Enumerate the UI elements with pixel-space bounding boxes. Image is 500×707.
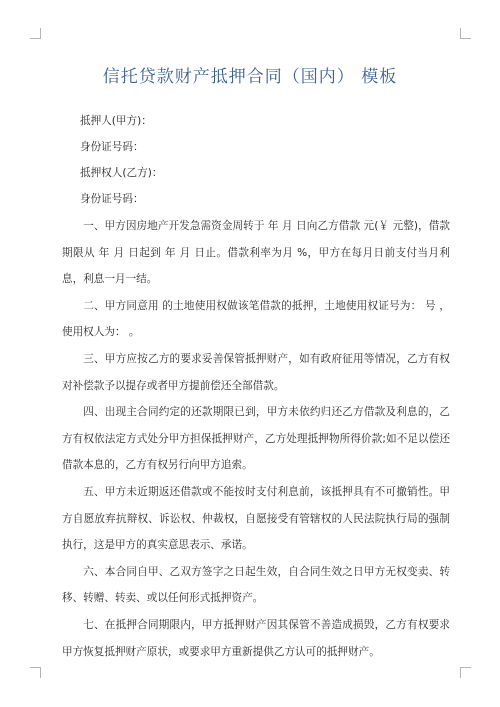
crop-mark-top-right <box>460 28 471 39</box>
crop-mark-top-left <box>30 28 41 39</box>
clause-1: 一、甲方因房地产开发急需资金周转于 年 月 日向乙方借款 元(￥ 元整)，借款期限从 年 月 日起到 年 月 日止。借款利率为月 %，甲方在每月日前支付当月利息，利息一月一结。 <box>62 220 450 286</box>
clause-3: 三、甲方应按乙方的要求妥善保管抵押财产，如有政府征用等情况，乙方有权对补偿款予以提存或者甲方提前偿还全部借款。 <box>62 352 450 392</box>
crop-mark-bottom-left <box>30 667 41 678</box>
mortgagee-field: 抵押权人(乙方)： <box>80 167 163 179</box>
clause-7: 七、在抵押合同期限内，甲方抵押财产因其保管不善造成损毁，乙方有权要求甲方恢复抵押财产原状，或要求甲方重新提供乙方认可的抵押财产。 <box>62 618 450 658</box>
clause-6: 六、本合同自甲、乙双方签字之日起生效，自合同生效之日甲方无权变卖、转移、转赠、转卖、或以任何形式抵押资产。 <box>62 565 450 605</box>
clause-2: 二、甲方同意用 的土地使用权做该笔借款的抵押，土地使用权证号为： 号 ，使用权人为： 。 <box>62 299 450 339</box>
mortgagor-field: 抵押人(甲方)： <box>80 115 152 127</box>
clause-4: 四、出现主合同约定的还款期限已到，甲方未依约归还乙方借款及利息的，乙方有权依法定方式处分甲方担保抵押财产，乙方处理抵押物所得价款;如不足以偿还借款本息的，乙方有权另行向甲方追索。 <box>62 406 450 472</box>
mortgagee-id-field: 身份证号码： <box>80 193 144 205</box>
document-title: 信托贷款财产抵押合同（国内） 模板 <box>102 67 398 87</box>
crop-mark-bottom-right <box>460 667 471 678</box>
document-body <box>62 108 450 665</box>
clause-5: 五、甲方未近期返还借款或不能按时支付利息前，该抵押具有不可撤销性。甲方自愿放弃抗辩权、诉讼权、仲裁权，自愿接受有管辖权的人民法院执行局的强制执行，这是甲方的真实意思表示、承诺。 <box>62 485 450 552</box>
mortgagor-id-field: 身份证号码： <box>80 141 144 153</box>
